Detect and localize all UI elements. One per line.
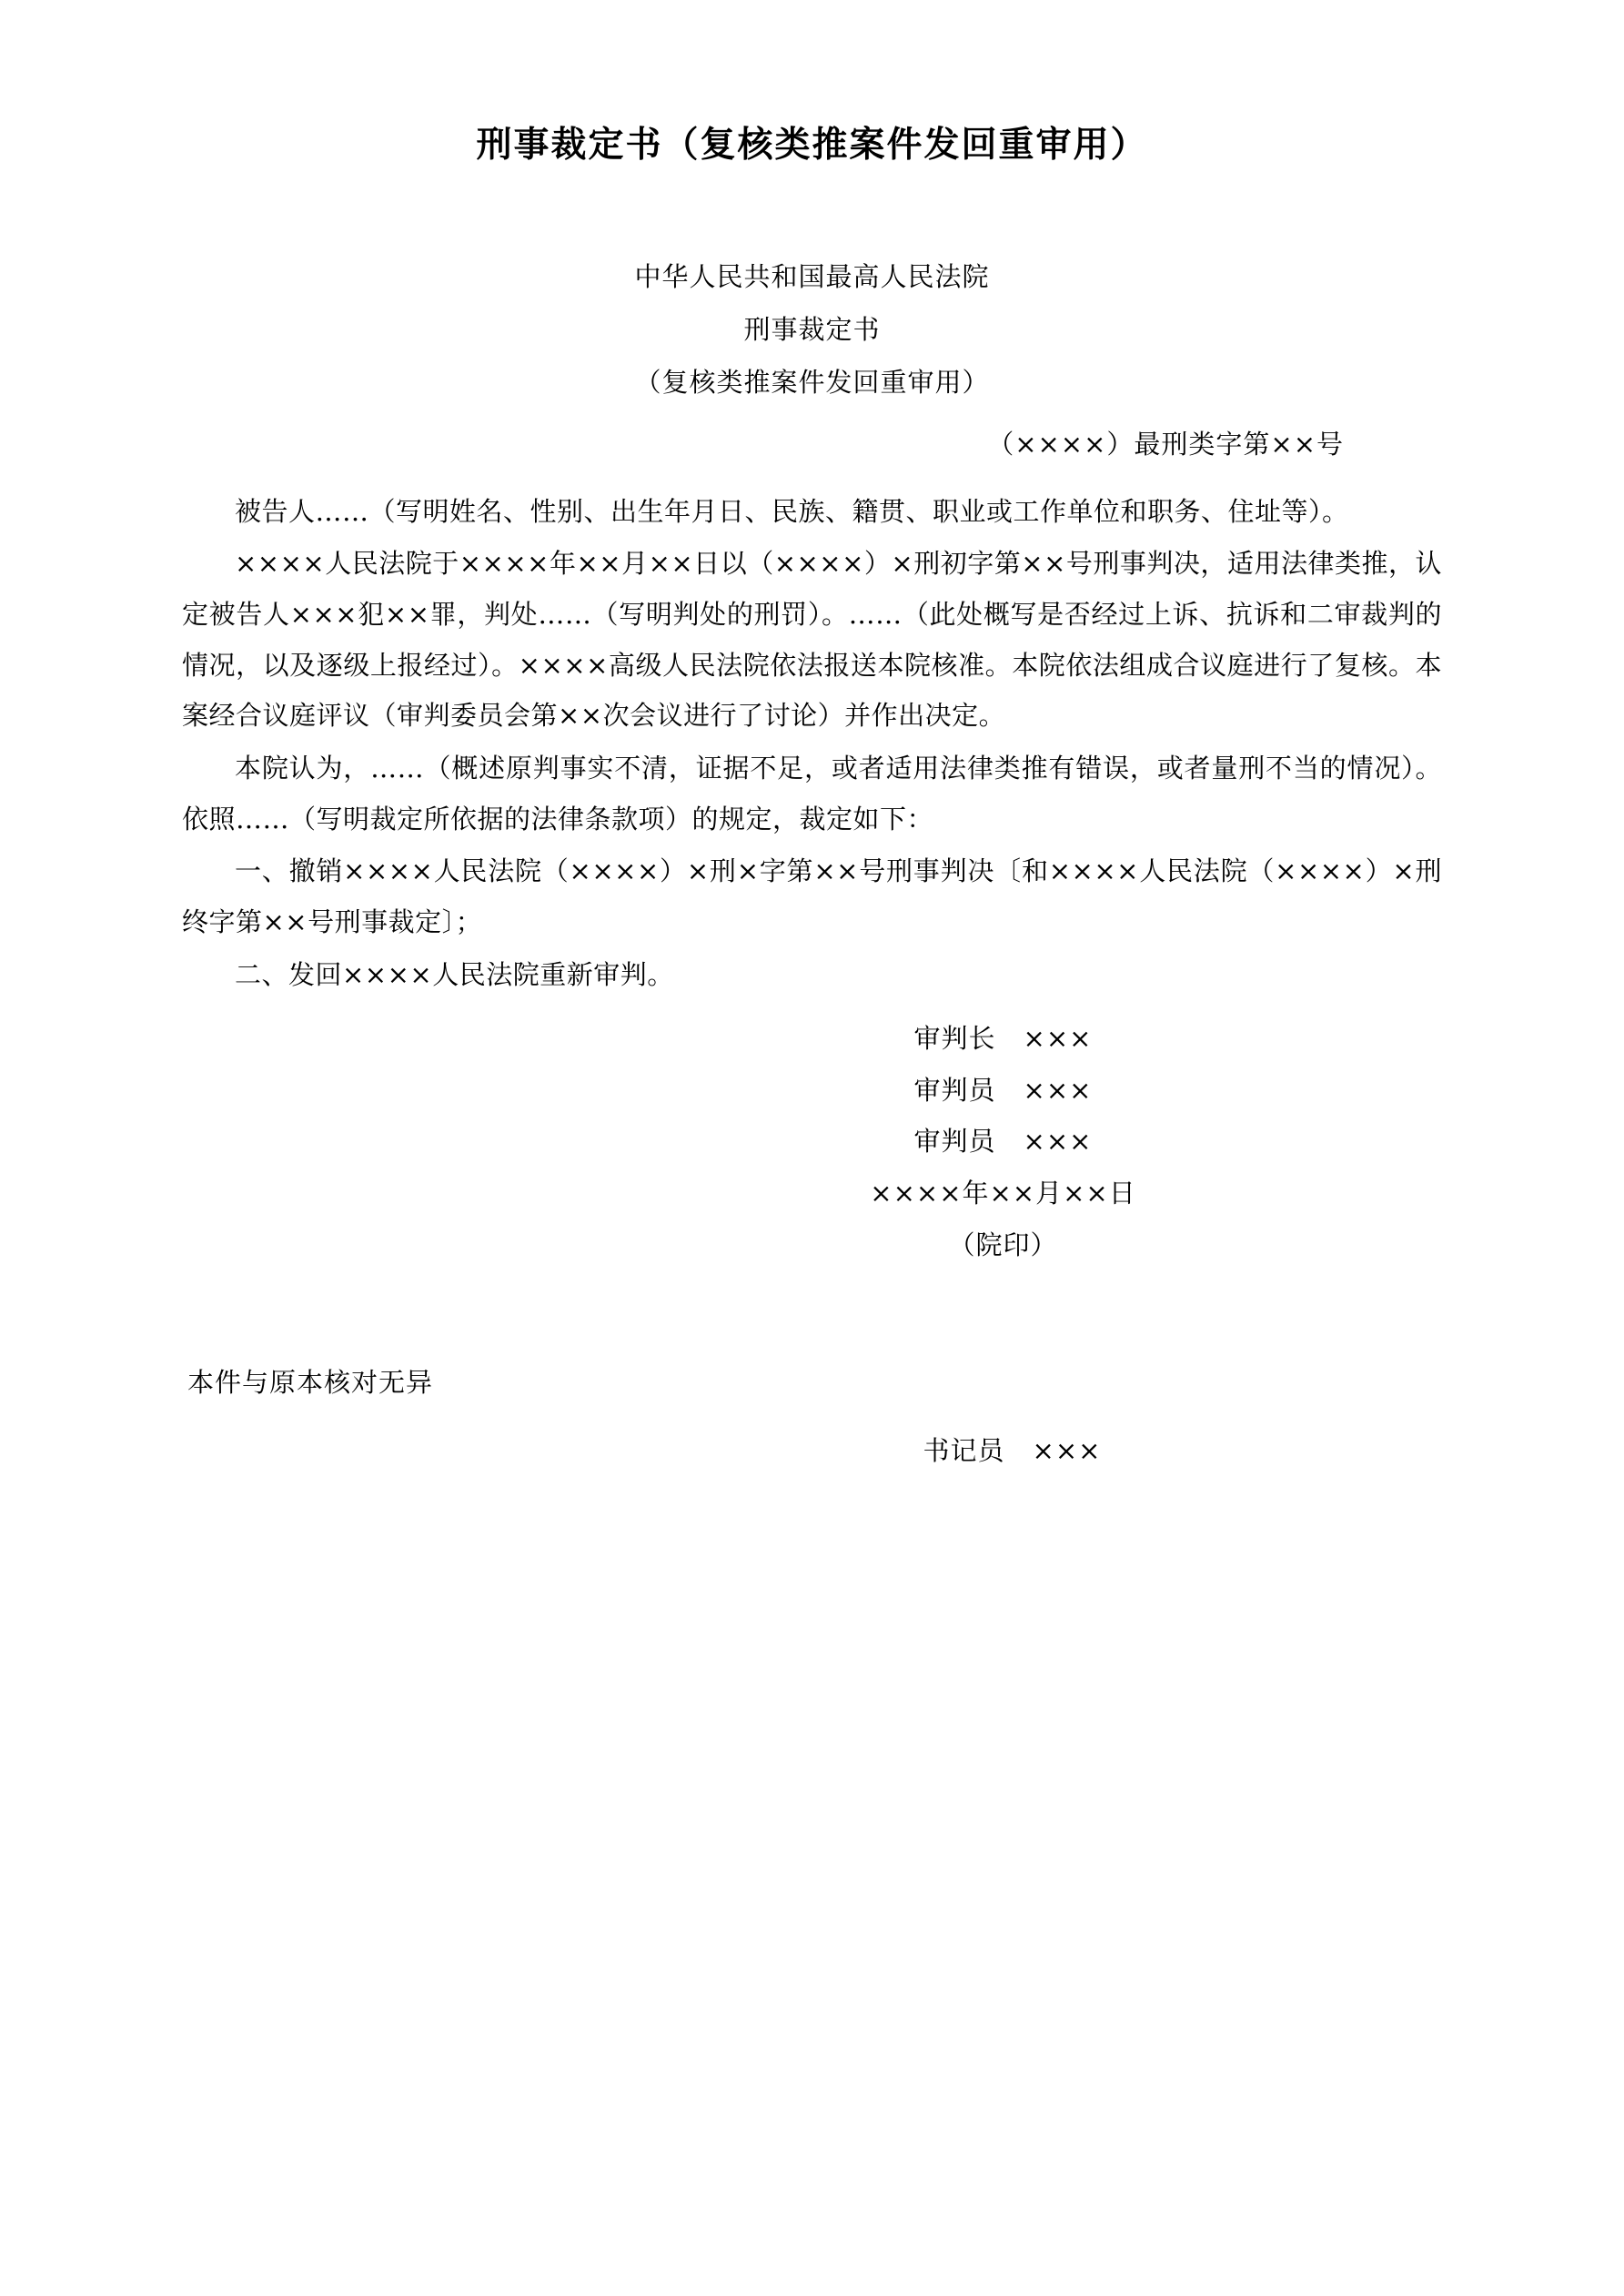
paragraph-court-opinion: 本院认为，……（概述原判事实不清，证据不足，或者适用法律类推有错误，或者量刑不当的情况）。依照……（写明裁定所依据的法律条款项）的规定，裁定如下： — [182, 752, 1442, 834]
case-number: （××××）最刑类字第××号 — [987, 428, 1344, 460]
paragraph-defendant: 被告人……（写明姓名、性别、出生年月日、民族、籍贯、职业或工作单位和职务、住址等）。 — [235, 495, 1349, 527]
document-usage: （复核类推案件发回重审用） — [634, 366, 990, 398]
copy-verification-note: 本件与原本核对无异 — [187, 1367, 434, 1399]
signature-block — [182, 1013, 1442, 1270]
court-clerk: 书记员 ××× — [923, 1435, 1102, 1467]
paragraph-ruling-item-1: 一、撤销××××人民法院（××××）×刑×字第××号刑事判决〔和××××人民法院（××××）×刑终字第××号刑事裁定〕； — [182, 855, 1442, 937]
document-footer — [182, 1358, 1442, 1476]
paragraph-procedural-history: ××××人民法院于××××年××月××日以（××××）×刑初字第××号刑事判决，适用法律类推，认定被告人×××犯××罪，判处……（写明判处的刑罚）。……（此处概写是否经过上诉、抗诉和二审裁判的情况，以及逐级上报经过）。××××高级人民法院依法报送本院核准。本院依法组成合议庭进行了复核。本案经合议庭评议（审判委员会第××次会议进行了讨论）并作出决定。 — [182, 548, 1442, 732]
paragraph-ruling-item-2: 二、发回××××人民法院重新审判。 — [235, 958, 674, 990]
document-type: 刑事裁定书 — [743, 313, 881, 345]
signature-date: ××××年××月××日 — [870, 1177, 1136, 1209]
judge-1: 审判员 ××× — [913, 1074, 1093, 1106]
presiding-judge: 审判长 ××× — [913, 1023, 1093, 1055]
judge-2: 审判员 ××× — [913, 1126, 1093, 1158]
court-name: 中华人民共和国最高人民法院 — [634, 260, 990, 292]
court-seal-label: （院印） — [948, 1229, 1058, 1260]
document-header — [182, 250, 1442, 470]
document-body — [182, 487, 1442, 1001]
page-title: 刑事裁定书（复核类推案件发回重审用） — [476, 124, 1148, 166]
